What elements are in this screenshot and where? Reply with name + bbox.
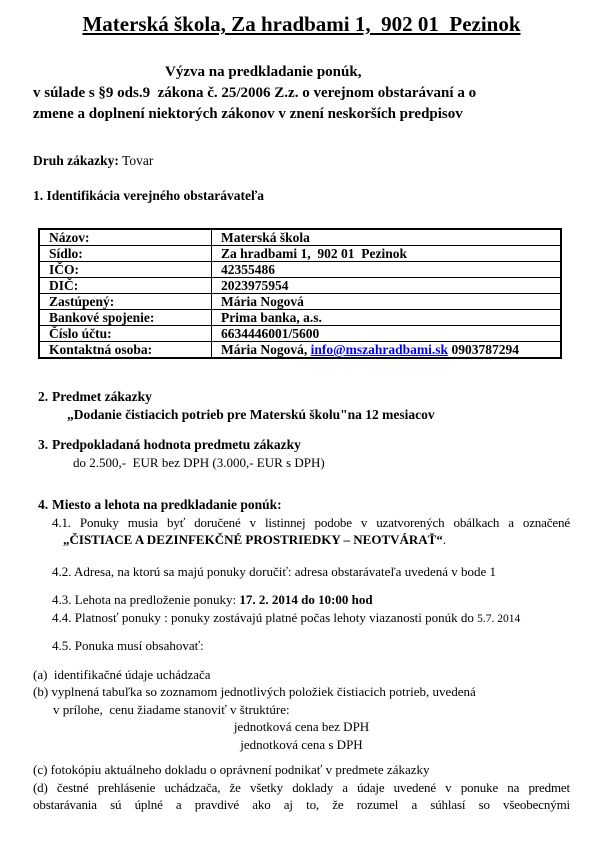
table-row-contact xyxy=(39,342,561,359)
section-3-title: Predpokladaná hodnota predmetu zákazky xyxy=(52,437,301,452)
requirement-b-line-1: (b) vyplnená tabuľka so zoznamom jednotlivých položiek čistiacich potrieb, uvedená xyxy=(33,684,476,699)
submission-deadline: 17. 2. 2014 do 10:00 hod xyxy=(239,592,373,607)
row-value: Za hradbami 1, 902 01 Pezinok xyxy=(212,246,562,262)
item-4-4-text: 4.4. Platnosť ponuky : ponuky zostávajú platné počas lehoty viazanosti ponúk do xyxy=(52,609,478,625)
section-2-body: „Dodanie čistiacich potrieb pre Materskú školu"na 12 mesiacov xyxy=(67,406,435,422)
contact-phone: 0903787294 xyxy=(448,342,519,357)
section-4-items xyxy=(52,514,570,655)
requirement-d-line-1: (d) čestné prehlásenie uchádzača, že všetky doklady a údaje uvedené v ponuke na predmet xyxy=(33,779,570,795)
row-label: Bankové spojenie: xyxy=(39,310,212,326)
subtitle-line-3: zmene a doplnení niektorých zákonov v znení neskorších predpisov xyxy=(33,106,463,122)
table-row xyxy=(39,262,561,278)
section-3-heading xyxy=(33,436,570,454)
row-value: 2023975954 xyxy=(212,278,562,294)
row-label: IČO: xyxy=(39,262,212,278)
item-4-5: 4.5. Ponuka musí obsahovať: xyxy=(52,638,204,653)
requirement-a: (a) identifikačné údaje uchádzača xyxy=(33,666,211,682)
table-row xyxy=(39,246,561,262)
validity-date: 5.7. 2014 xyxy=(477,612,521,625)
item-4-4 xyxy=(52,609,570,629)
contact-name: Mária Nogová, xyxy=(221,342,311,357)
section-4 xyxy=(33,496,570,655)
subtitle-line-2: v súlade s §9 ods.9 zákona č. 25/2006 Z.z. o verejnom obstarávaní a o xyxy=(33,85,477,101)
row-label: DIČ: xyxy=(39,278,212,294)
table-row xyxy=(39,310,561,326)
item-4-2: 4.2. Adresa, na ktorú sa majú ponuky doručiť: adresa obstarávateľa uvedená v bode 1 xyxy=(52,563,497,579)
section-4-number: 4. xyxy=(38,497,49,512)
page-title: Materská škola, Za hradbami 1, 902 01 Pezinok xyxy=(82,12,521,36)
item-4-3 xyxy=(52,591,570,609)
item-4-3-text: 4.3. Lehota na predloženie ponuky: xyxy=(52,592,240,607)
order-type-label: Druh zákazky: xyxy=(33,153,119,168)
row-value: Materská škola xyxy=(212,229,562,246)
order-type-line xyxy=(33,152,570,170)
row-label: Zastúpený: xyxy=(39,294,212,310)
row-value: Prima banka, a.s. xyxy=(212,310,562,326)
envelope-marking-suffix: . xyxy=(442,532,447,547)
item-4-1: 4.1. Ponuky musia byť doručené v listinnej podobe v uzatvorených obálkach a označené xyxy=(52,514,570,530)
section-4-title: Miesto a lehota na predkladanie ponúk: xyxy=(52,497,282,512)
requirements-list xyxy=(33,666,570,814)
order-type-value: Tovar xyxy=(118,153,154,168)
contact-email-link[interactable]: info@mszahradbami.sk xyxy=(310,342,449,357)
row-label: Názov: xyxy=(39,229,212,246)
section-2 xyxy=(33,388,570,423)
table-row xyxy=(39,294,561,310)
row-value: Mária Nogová xyxy=(212,294,562,310)
section-4-heading xyxy=(33,496,570,514)
envelope-marking-line xyxy=(63,531,570,549)
row-label: Číslo účtu: xyxy=(39,326,212,342)
table-row xyxy=(39,326,561,342)
row-value: 6634446001/5600 xyxy=(212,326,562,342)
price-structure-line-1: jednotková cena bez DPH xyxy=(233,719,370,734)
document-subtitle xyxy=(33,62,570,125)
section-3-body: do 2.500,- EUR bez DPH (3.000,- EUR s DPH) xyxy=(73,454,325,470)
section-3-number: 3. xyxy=(38,437,49,452)
section-2-title: Predmet zákazky xyxy=(52,389,152,404)
section-3 xyxy=(33,436,570,471)
section-2-number: 2. xyxy=(38,389,49,404)
section-2-heading xyxy=(33,388,570,406)
row-label: Sídlo: xyxy=(39,246,212,262)
requirement-d-line-2: obstarávania sú úplné a pravdivé ako aj to, že rozumel a súhlasí so všeobecnými xyxy=(33,797,570,812)
envelope-marking: „ČISTIACE A DEZINFEKČNÉ PROSTRIEDKY – NEOTVÁRAŤ“ xyxy=(63,532,443,547)
table-row xyxy=(39,229,561,246)
contracting-authority-table xyxy=(38,228,562,359)
section-1-heading: 1. Identifikácia verejného obstarávateľa xyxy=(33,187,265,203)
price-structure-line-2: jednotková cena s DPH xyxy=(240,736,363,752)
table-row xyxy=(39,278,561,294)
requirement-b-line-2: v prílohe, cenu žiadame stanoviť v štruktúre: xyxy=(53,701,290,717)
row-label: Kontaktná osoba: xyxy=(39,342,212,359)
row-value xyxy=(212,342,562,359)
subtitle-line-1: Výzva na predkladanie ponúk, xyxy=(165,64,362,80)
requirement-c: (c) fotokópiu aktuálneho dokladu o oprávnení podnikať v predmete zákazky xyxy=(33,762,430,777)
row-value: 42355486 xyxy=(212,262,562,278)
